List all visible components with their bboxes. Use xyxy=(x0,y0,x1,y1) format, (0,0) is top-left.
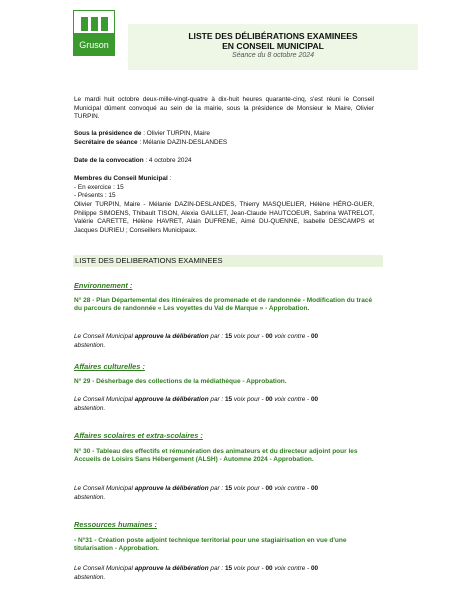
vote-prefix: Le Conseil Municipal xyxy=(74,333,135,340)
vote-contre-label: voix contre - xyxy=(272,565,311,572)
membres-list: Olivier TURPIN, Maire - Mélanie DAZIN-DESLANDES, Thierry MASQUELIER, Hélène HÉRO-GUER, Philippe SIMOENS, Thibault TISON, Alexia GAILLET, Jean-Claude HAUTCOEUR, Sabrina WATRELOT, Valérie CARETTE, Hélène HAVRET, Alain DUFRENE, Aimé DU-QUENNE, Isabelle DESCAMPS et Jacques DURIEU ; Conseillers Municipaux. xyxy=(74,201,374,234)
presidence-line xyxy=(74,130,374,139)
gruson-logo xyxy=(73,10,115,56)
membres-label: Membres du Conseil Municipal xyxy=(74,175,168,182)
intro-paragraph: Le mardi huit octobre deux-mille-vingt-quatre à dix-huit heures quarante-cinq, s'est réuni le Conseil Municipal dûment convoqué au sein de la mairie, sous la présidence de Monsieur le Maire, Olivier TURPIN. xyxy=(74,96,374,121)
logo-figures-icon xyxy=(73,10,115,33)
liste-title: LISTE DES DELIBERATIONS EXAMINEES xyxy=(75,256,223,265)
vote-abst: 00 xyxy=(310,396,319,403)
vote-action: approuve la délibération xyxy=(134,485,209,492)
logo-label: Gruson xyxy=(73,33,115,56)
presidence-label: Sous la présidence de xyxy=(74,130,142,137)
membres-heading xyxy=(74,175,374,184)
vote-pour: 15 xyxy=(224,333,233,340)
vote-result-31 xyxy=(74,565,374,582)
vote-prefix: Le Conseil Municipal xyxy=(74,565,135,572)
vote-abst: 00 xyxy=(310,485,319,492)
vote-pour: 15 xyxy=(224,565,233,572)
deliberation-item-31: - N°31 - Création poste adjoint technique territorial pour une stagiairisation en vue d'une titularisation - Approbation. xyxy=(74,537,347,553)
presidence-value: : Olivier TURPIN, Maire xyxy=(141,130,210,137)
deliberation-item-29: N° 29 - Désherbage des collections de la médiathèque - Approbation. xyxy=(74,378,287,385)
section-title-scolaire: Affaires scolaires et extra-scolaires : xyxy=(74,431,203,440)
vote-prefix: Le Conseil Municipal xyxy=(74,485,135,492)
membres-presents: - Présents : 15 xyxy=(74,192,116,199)
secretaire-label: Secrétaire de séance xyxy=(74,139,138,146)
deliberation-item-28: N° 28 - Plan Départemental des itinéraires de promenade et de randonnée - Modification du tracé du parcours de randonnée « Les voyettes du Val de Marque » - Approbation. xyxy=(74,297,373,313)
section-title-culture: Affaires culturelles : xyxy=(74,362,145,371)
vote-contre-label: voix contre - xyxy=(272,485,311,492)
vote-mid: par : xyxy=(208,565,225,572)
secretaire-line xyxy=(74,139,374,148)
document-subtitle: Séance du 8 octobre 2024 xyxy=(231,52,315,59)
vote-contre-label: voix contre - xyxy=(272,396,311,403)
convocation-label: Date de la convocation xyxy=(74,157,144,164)
vote-abst: 00 xyxy=(310,565,319,572)
vote-pour-label: voix pour - xyxy=(232,485,266,492)
document-title-line2: EN CONSEIL MUNICIPAL xyxy=(222,41,324,51)
vote-result-29 xyxy=(74,396,374,413)
vote-mid: par : xyxy=(208,333,225,340)
vote-contre: 00 xyxy=(265,396,273,403)
vote-abst-label: abstention. xyxy=(74,573,106,581)
vote-action: approuve la délibération xyxy=(134,565,209,572)
convocation-value: : 4 octobre 2024 xyxy=(143,157,192,164)
vote-pour-label: voix pour - xyxy=(232,396,266,403)
vote-abst-label: abstention. xyxy=(74,404,106,412)
document-header xyxy=(128,24,418,70)
vote-prefix: Le Conseil Municipal xyxy=(74,396,135,403)
vote-result-30 xyxy=(74,485,374,502)
vote-abst: 00 xyxy=(310,333,319,340)
vote-pour: 15 xyxy=(224,396,233,403)
vote-contre: 00 xyxy=(265,565,273,572)
vote-pour-label: voix pour - xyxy=(232,565,266,572)
secretaire-value: : Mélanie DAZIN-DESLANDES xyxy=(137,139,228,146)
section-title-rh: Ressources humaines : xyxy=(74,520,157,529)
membres-exercice: - En exercice : 15 xyxy=(74,184,124,191)
vote-mid: par : xyxy=(208,485,225,492)
document-title-line1: LISTE DES DÉLIBÉRATIONS EXAMINEES xyxy=(188,31,358,41)
vote-abst-label: abstention. xyxy=(74,341,106,349)
vote-mid: par : xyxy=(208,396,225,403)
vote-contre: 00 xyxy=(265,485,273,492)
vote-action: approuve la délibération xyxy=(134,396,209,403)
vote-contre: 00 xyxy=(265,333,273,340)
membres-suffix: : xyxy=(167,175,172,182)
vote-abst-label: abstention. xyxy=(74,493,106,501)
vote-action: approuve la délibération xyxy=(134,333,209,340)
vote-pour: 15 xyxy=(224,485,233,492)
deliberation-item-30: N° 30 - Tableau des effectifs et rémunération des animateurs et du directeur adjoint pour les Accueils de Loisirs Sans Hébergement (ALSH) - Automne 2024 - Approbation. xyxy=(74,448,358,464)
convocation-line xyxy=(74,157,374,166)
vote-result-28 xyxy=(74,333,374,350)
vote-contre-label: voix contre - xyxy=(272,333,311,340)
vote-pour-label: voix pour - xyxy=(232,333,266,340)
section-title-environnement: Environnement : xyxy=(74,281,133,290)
